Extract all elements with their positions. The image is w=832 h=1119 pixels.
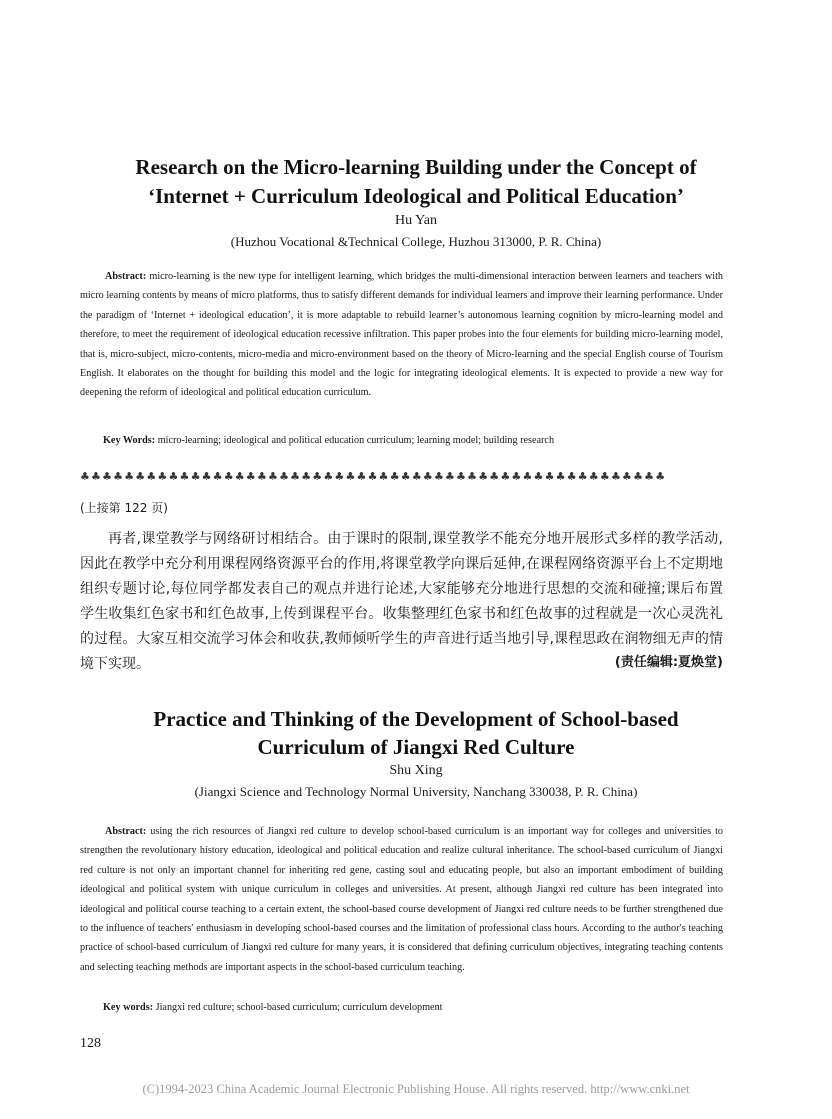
article2-keywords-text: Jiangxi red culture; school-based curriculum; curriculum development [155,1002,443,1013]
article1-author: Hu Yan [394,213,437,228]
article2-keywords-label: Key words: [103,1002,154,1013]
article1-title-line2: ‘Internet + Curriculum Ideological and Political Education’ [148,184,684,208]
article2-abstract [80,822,723,977]
article1-keywords-label: Key Words: [103,435,156,446]
ornamental-divider: ♣♣♣♣♣♣♣♣♣♣♣♣♣♣♣♣♣♣♣♣♣♣♣♣♣♣♣♣♣♣♣♣♣♣♣♣♣♣♣♣♣♣♣♣♣♣♣♣♣♣♣♣♣ [80,470,667,483]
continuation-paragraph: 再者,课堂教学与网络研讨相结合。由于课时的限制,课堂教学不能充分地开展形式多样的教学活动,因此在教学中充分利用课程网络资源平台的作用,将课堂教学向课后延伸,在课程网络资源平台上不定期地组织专题讨论,每位同学都发表自己的观点并进行论述,大家能够充分地进行思想的交流和碰撞;课后布置学生收集红色家书和红色故事,上传到课程平台。收集整理红色家书和红色故事的过程就是一次心灵洗礼的过程。大家互相交流学习体会和收获,教师倾听学生的声音进行适当地引导,课程思政在润物细无声的情境下实现。 [80,531,723,672]
article1-keywords-text: micro-learning; ideological and political education curriculum; learning model; building research [157,435,555,446]
article1-abstract-text: micro-learning is the new type for intelligent learning, which bridges the multi-dimensional interaction between learners and teachers with micro learning contents by means of micro platforms, thus to satisfy different demands for individual learners and improve their learning performance. Under the paradigm of ‘Internet + ideological education’, it is more adaptable to rebuild learner’s autonomous learning cognition by micro-learning model and therefore, to meet the requirement of ideological education recessive infiltration. This paper probes into the four elements for building micro-learning model, that is, micro-subject, micro-contents, micro-media and micro-environment based on the theory of Micro-learning and the special English course of Tourism English. It elaborates on the thought for building this model and the logic for integrating ideological elements. It is expected to provide a new way for deepening the reform of ideological and political education curriculum. [80,271,724,399]
editor-note: (责任编辑:夏焕堂) [614,655,723,670]
article2-abstract-text: using the rich resources of Jiangxi red culture to develop school-based curriculum is an important way for colleges and universities to strengthen the revolutionary history education, ideological and political education and realize cultural inheritance. The school-based curriculum of Jiangxi red culture is not only an important channel for inheriting red gene, casting soul and educating people, but also an important embodiment of building ideological and political system with unique curriculum in colleges and universities. At present, although Jiangxi red culture has been integrated into ideological and political course teaching to a certain extent, the school-based course development of Jiangxi red culture needs to be further strengthened due to the influence of teachers′ enthusiasm in developing school-based courses and the limitation of professional class hours. According to the author′s teaching practice of school-based curriculum of Jiangxi red culture for many years, it is considered that defining curriculum objectives, integrating teaching contents and selecting teaching methods are important aspects in the school-based curriculum teaching. [80,826,723,973]
article2-affiliation: (Jiangxi Science and Technology Normal University, Nanchang 330038, P. R. China) [194,784,638,799]
continuation-marker: (上接第 122 页) [80,501,168,515]
article1-keywords [103,432,723,450]
article2-keywords [103,999,723,1017]
article2-title-line1: Practice and Thinking of the Development of School-based [153,707,679,731]
article2-title-line2: Curriculum of Jiangxi Red Culture [257,735,575,759]
article1-abstract-label: Abstract: [105,271,147,282]
page-number: 128 [80,1036,101,1051]
copyright-footer: (C)1994-2023 China Academic Journal Electronic Publishing House. All rights reserved. http://www.cnki.net [142,1082,690,1096]
article2-author: Shu Xing [389,763,443,778]
article1-title-line1: Research on the Micro-learning Building under the Concept of [135,155,697,179]
article1-abstract [80,267,723,403]
article2-abstract-label: Abstract: [105,826,147,837]
article1-affiliation: (Huzhou Vocational &Technical College, Huzhou 313000, P. R. China) [230,234,602,249]
